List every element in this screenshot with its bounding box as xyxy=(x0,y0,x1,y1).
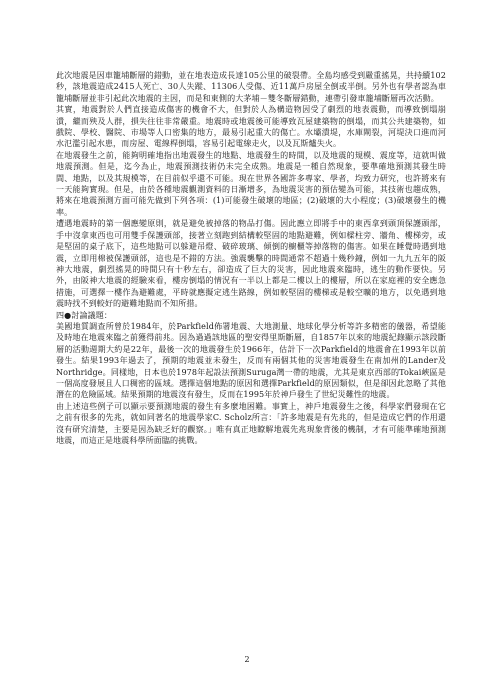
page-number: 2 xyxy=(244,655,250,664)
paragraph-earthquake-response: 遭遇地震時的第一個應變原則，就是避免被掉落的物品打傷。因此應立即將手中的東西拿到頭頂保護頭部，手中沒拿東西也可用雙手保護頭部，接著立刻跑到結構較堅固的地點避難，例如樑柱旁、牆角、樓梯旁，或是堅固的桌子底下，這些地點可以躲避吊燈、破碎玻璃、傾倒的櫥櫃等掉落物的傷害。如果在睡覺時遇到地震，立即用棉被保護頭部，這也是不錯的方法。強震襲擊的時間通常不超過十幾秒鐘，例如一九九五年的阪神大地震，劇烈搖晃的時間只有十秒左右，卻造成了巨大的災害，因此地震來臨時，逃生的動作要快。另外，由阪神大地震的經驗來看，樓房倒塌的情況有一半以上都是二樓以上的樓層，所以在家庭裡的安全應急措施，可選擇一樓作為避難處，平時就應擬定逃生路線，例如較堅固的樓梯或是較空曠的地方，以免遇到地震時找不到較好的避難地點而不知所措。 xyxy=(56,219,446,309)
paragraph-prediction-challenge: 由上述這些例子可以顯示要預測地震的發生有多麼地困難。事實上，神戶地震發生之後，科學家們發現在它之前有很多的先兆，就如同著名的地震學家C. Scholz所言：「許多地震是有先兆的，但是造成它們的作用還沒有研究清楚，主要是因為缺乏好的觀察。」唯有真正地瞭解地震先兆現象背後的機制，才有可能準確地預測地震，而這正是地震科學所面臨的挑戰。 xyxy=(56,401,446,445)
paragraph-earthquake-prediction: 在地震發生之前，能夠明確地指出地震發生的地點、地震發生的時間，以及地震的規模、震度等，這就叫做地震預測。但是，迄今為止，地震預測技術仍未完全成熟。地震是一種自然現象，要準確地預測其發生時間、地點，以及其規模等，在目前似乎還不可能。現在世界各國許多專家、學者，均致力研究，也許將來有一天能夠實現。但是，由於各種地震觀測資料的日漸增多，為地震災害的預估變為可能，其技術也趨成熟，將來在地震預測方面可能先做到下列各項：(1)可能發生破壞的地區；(2)破壞的大小程度；(3)破壞發生的機率。 xyxy=(56,150,446,217)
paragraph-discussion: 美國地質調查所曾於1984年，於Parkfield佈署地震、大地測量、地球化學分析等許多精密的儀器，希望能及時地在地震來臨之前獲得前兆。因為過過該地區的聖安得里斯斷層，自1857年以來的地震紀錄顯示該段斷層的活動週期大約是22年，最後一次的地震發生於1966年，估計下一次Parkfield的地震會在1993年以前發生。結果1993年過去了，預期的地震並未發生，反而有兩個其他的災害地震發生在南加州的Lander及Northridge。同樣地，日本也於1978年起設法預測Suruga灣一帶的地震，尤其是東京西部的Tokai峽區是一個高度發展且人口稠密的區域。選擇這個地點的原因和選擇Parkfield的原因類似，但是卻因此忽略了其他潛在的危險區域。結果預期的地震沒有發生，反而在1995年於神戶發生了世紀災難性的地震。 xyxy=(56,321,446,400)
paragraph-chi-chi-earthquake: 此次地震是因車籠埔斷層的錯動，並在地表造成長達105公里的破裂帶。全島均感受到嚴重搖晃，共持續102秒，該地震造成2415人死亡、30人失蹤、11306人受傷、近11萬戶房屋全倒或半倒。另外也有學者認為車籠埔斷層並非引起此次地震的主因，而是和東側的大茅埔－雙冬斷層錯動，連帶引發車籠埔斷層再次活動。 xyxy=(56,71,446,103)
paragraph-earthquake-damage: 其實，地震對於人們直接造成傷害的機會不大，但對於人為構造物因受了劇烈的地表震動，而導致倒塌崩潰，繼而殃及人群，損失往往非常嚴重。地震時或地震後可能導致瓦屋建築物的倒塌，而其公共建築物，如戲院、學校、醫院、市場等人口密集的地方，最易引起重大的傷亡。水壩潰堤，水庫閘裂，河堤決口進而河水氾濫引起水患，而房屋、電線桿倒塌，容易引起電線走火，以及瓦斯爐失火。 xyxy=(56,105,446,149)
document-body xyxy=(56,70,446,446)
section-heading-discussion: 四●討論議題： xyxy=(56,310,113,320)
